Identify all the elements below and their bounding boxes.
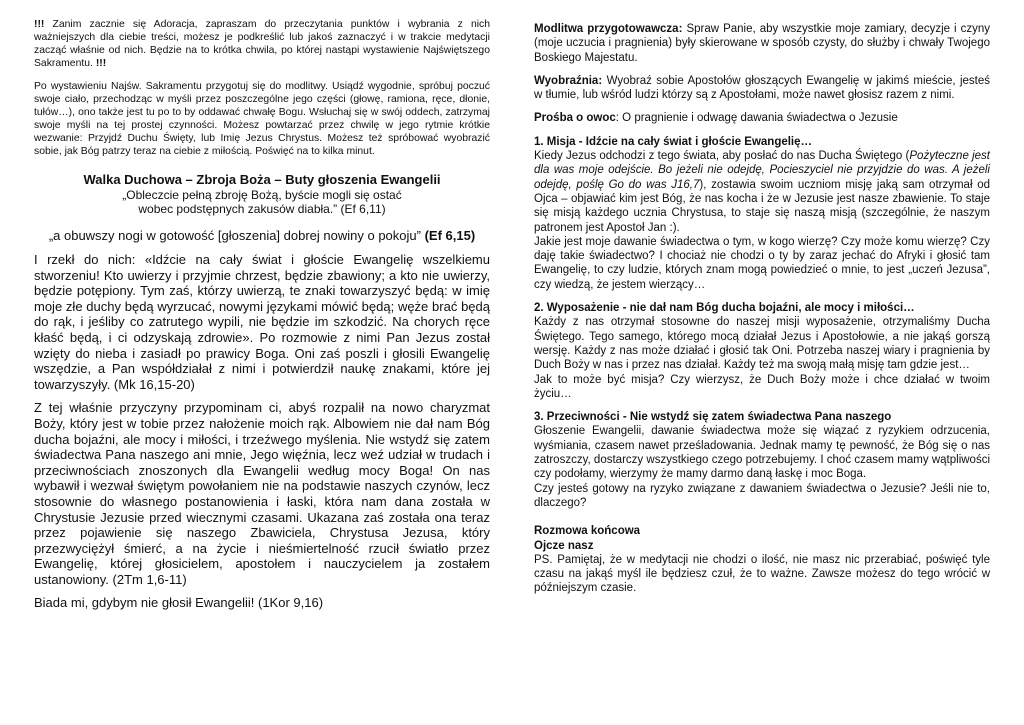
document-title: Walka Duchowa – Zbroja Boża – Buty głoszenia Ewangelii [83, 172, 441, 187]
section-mission-text-a: Kiedy Jezus odchodzi z tego świata, aby posłać do nas Ducha Świętego ( [534, 150, 910, 163]
intro-text: Zanim zacznie się Adoracja, zapraszam do przeczytania punktów i wybrania z nich ważniejszych dla ciebie treści, możesz je podkreślić lub jakoś zaznaczyć i w trakcie medytacji zacząć właśnie od nich. Będzie na to krótka chwila, po której nastąpi wystawienie Najświętszego Sakramentu. [34, 19, 491, 69]
section-adversity-question: Czy jesteś gotowy na ryzyko związane z dawaniem świadectwa o Jezusie? Jeśli nie to, dlaczego? [534, 482, 990, 509]
imagination [534, 74, 990, 103]
key-verse-text: „a obuwszy nogi w gotowość [głoszenia] dobrej nowiny o pokoju” [48, 228, 421, 243]
fruit-request-label: Prośba o owoc [534, 112, 616, 125]
intro-paragraph [34, 18, 490, 70]
epigraph-line-2: wobec podstępnych zakusów diabła.” (Ef 6,11) [138, 202, 386, 216]
right-column [534, 22, 990, 596]
imagination-label: Wyobraźnia: [534, 74, 603, 87]
preparatory-prayer-text: Spraw Panie, aby wszystkie moje zamiary, decyzje i czyny (moje uczucia i pragnienia) były skierowane w sposób czysty, do służby i chwały Twojego Boskiego Majestatu. [534, 23, 991, 64]
imagination-text: Wyobraź sobie Apostołów głoszących Ewangelię w jakimś mieście, jesteś w tłumie, lub wśród ludzi którzy są z Apostołami, może nawet głosisz razem z nimi. [534, 74, 990, 102]
title-block [34, 172, 490, 216]
closing-title: Rozmowa końcowa [534, 525, 641, 538]
left-column [34, 18, 490, 611]
exclamation-mark-start: !!! [34, 19, 45, 30]
closing-subtitle: Ojcze nasz [534, 539, 594, 552]
section-mission-text [534, 149, 990, 235]
section-adversity [534, 410, 990, 510]
section-mission [534, 135, 990, 292]
section-adversity-title: 3. Przeciwności - Nie wstydź się zatem świadectwa Pana naszego [534, 411, 892, 424]
section-equipment-question: Jak to może być misja? Czy wierzysz, że Duch Boży może i chce działać w twoim życiu… [534, 373, 990, 400]
section-equipment-title: 2. Wyposażenie - nie dał nam Bóg ducha bojaźni, ale mocy i miłości… [534, 302, 915, 315]
scripture-mark: I rzekł do nich: «Idźcie na cały świat i głoście Ewangelię wszelkiemu stworzeniu! Kto uwierzy i przyjmie chrzest, będzie zbawiony; a kto nie uwierzy, będzie potępiony. Tym zaś, którzy uwierzą, te znaki towarzyszyć będą: w imię moje złe duchy będą wyrzucać, nowymi językami mówić będą; węże brać będą do rąk, i jeśliby co zatrutego wypili, nie będzie im szkodzić. Na chorych ręce kłaść będą, i ci odzyskają zdrowie». Po rozmowie z nimi Pan Jezus został wzięty do nieba i zasiadł po prawicy Boga. Oni zaś poszli i głosili Ewangelię wszędzie, a Pan współdziałał z nimi i potwierdził naukę znakami, które jej towarzyszyły. (Mk 16,15-20) [34, 252, 490, 392]
exclamation-mark-end: !!! [95, 58, 107, 69]
key-verse-reference: (Ef 6,15) [424, 228, 476, 243]
fruit-request-text: : O pragnienie i odwagę dawania świadectwa o Jezusie [615, 112, 898, 125]
closing-section [534, 524, 990, 595]
section-mission-title: 1. Misja - Idźcie na cały świat i głoście Ewangelię… [534, 135, 813, 148]
scripture-corinthians: Biada mi, gdybym nie głosił Ewangelii! (1Kor 9,16) [34, 595, 324, 611]
section-mission-question: Jakie jest moje dawanie świadectwa o tym, w kogo wierzę? Czy może komu wierzę? Czy daję takie świadectwo? I chociaż nie chodzi o ty by zaraz jechać do Afryki i głosić tam Ewangelię, to czy ludzie, których znam mogą powiedzieć o mnie, to jest „uczeń Jezusa”, czy wiedzą, że jestem wierzący… [534, 235, 990, 291]
preparatory-prayer [534, 22, 990, 65]
preparation-paragraph: Po wystawieniu Najśw. Sakramentu przygotuj się do modlitwy. Usiądź wygodnie, spróbuj poczuć swoje ciało, przechodząc w myśli przez poszczególne jego części (głowę, ramiona, ręce, dłonie, tułów…), ono także jest tu po to by oddawać chwałę Bogu. Wsłuchaj się w swój oddech, zatrzymaj swoje myśli na tej prostej czynności. Możesz powtarzać przez chwilę w jego rytmie krótkie wezwanie: Przyjdź Duchu Święty, lub Imię Jezus Chrystus. Możesz też spróbować wyobrazić sobie, jak Bóg patrzy teraz na ciebie z miłością. Poświęć na to kilka minut. [34, 81, 490, 157]
section-equipment-text: Każdy z nas otrzymał stosowne do naszej misji wyposażenie, otrzymaliśmy Ducha Świętego. Tego samego, którego mocą działał Jezus i Apostołowie, a nie jakąś gorszą wersję. Każdy z nas może działać i głosić tak Oni. Potrzeba naszej wiary i pragnienia by Duch Boży w nas i przez nas działał. Każdy też ma swoją małą misję tam gdzie jest… [534, 316, 990, 372]
epigraph-line-1: „Obleczcie pełną zbroję Bożą, byście mogli się ostać [122, 188, 402, 202]
section-adversity-text: Głoszenie Ewangelii, dawanie świadectwa może się wiązać z ryzykiem odrzucenia, wyśmiania, czasem nawet prześladowania. Jednak mamy tę pewność, że Bóg się o nas zatroszczy, dostarczy wszystkiego czego potrzebujemy. I choć czasem mamy wątpliwości czy podołamy, wierzymy że mamy darmo daną łaskę i moc Boga. [534, 425, 990, 481]
section-mission-text-b: ), zostawia swoim uczniom misję jaką sam otrzymał od Ojca – objawiać kim jest Bóg, że nas kocha i że w Jezusie jest nasze zbawienie. To staje się misją każdego ucznia Chrystusa, to staje się naszą misją (szczególnie, że naszym patronem jest Apostoł Jan :). [534, 178, 990, 234]
key-verse [34, 228, 490, 244]
scripture-timothy: Z tej właśnie przyczyny przypominam ci, abyś rozpalił na nowo charyzmat Boży, który jest w tobie przez nałożenie moich rąk. Albowiem nie dał nam Bóg ducha bojaźni, ale mocy i miłości, i trzeźwego myślenia. Nie wstydź się zatem świadectwa Pana naszego ani mnie, Jego więźnia, lecz weź udział w trudach i przeciwnościach znoszonych dla Ewangelii według mocy Boga! On nas wybawił i wezwał świętym powołaniem nie na podstawie naszych czynów, lecz stosownie do własnego postanowienia i łaski, która nam dana została w Chrystusie Jezusie przed wiecznymi czasami. Ukazana zaś została ona teraz przez pojawienie się naszego Zbawiciela, Chrystusa Jezusa, który przezwyciężył śmierć, a na życie i nieśmiertelność rzucił światło przez Ewangelię, której głosicielem, apostołem i nauczycielem ja zostałem ustanowiony. (2Tm 1,6-11) [34, 400, 490, 587]
postscript: PS. Pamiętaj, że w medytacji nie chodzi o ilość, nie masz nic przerabiać, poświęć tyle czasu na jakąś myśl ile będziesz czuł, że to ważne. Zawsze możesz do tego wrócić w późniejszym czasie. [534, 553, 990, 595]
preparatory-prayer-label: Modlitwa przygotowawcza: [534, 23, 683, 35]
fruit-request [534, 111, 990, 125]
section-mission-quote: Pożyteczne jest dla was moje odejście. Bo jeżeli nie odejdę, Pocieszyciel nie przyjdzie do was. A jeżeli odejdę, poślę Go do was J16,7 [534, 150, 990, 191]
section-equipment [534, 301, 990, 401]
